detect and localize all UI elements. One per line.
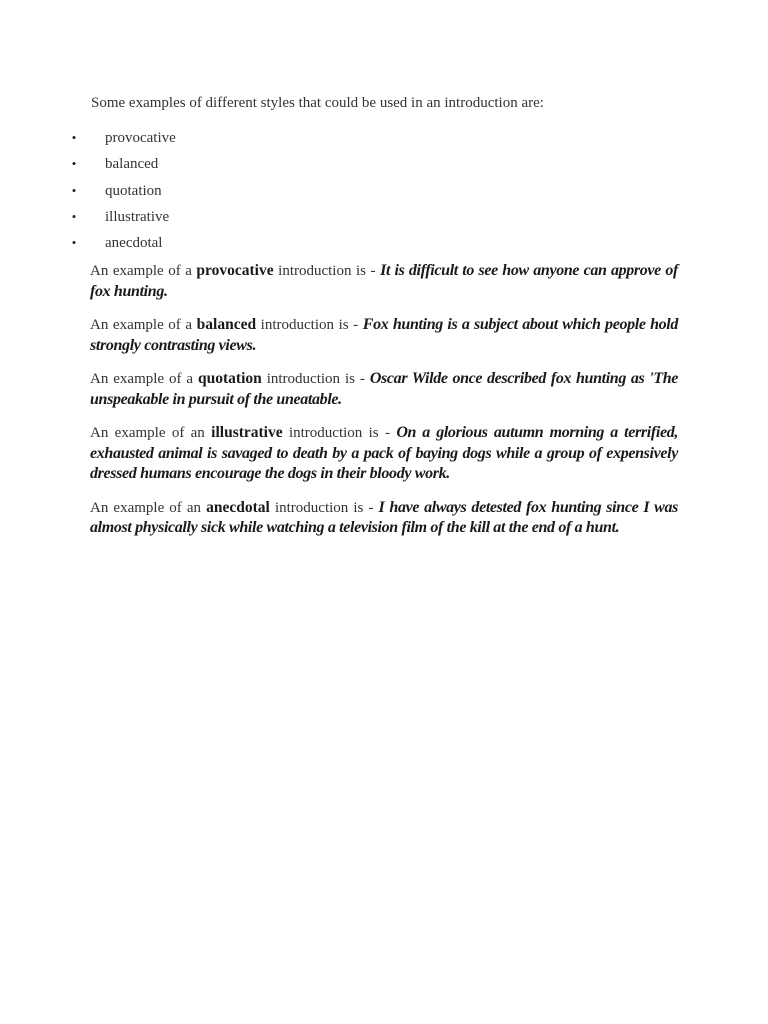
list-item: [68, 154, 176, 180]
example-keyword: anecdotal: [206, 498, 270, 516]
intro-text: Some examples of different styles that could be used in an introduction are:: [91, 95, 544, 111]
example-quote: On a glorious autumn morning a terrified, exhausted animal is savaged to death by a pack of baying dogs while a group of expensively dressed humans encourage the dogs in their bloody work.: [90, 424, 679, 482]
bullet-icon: •: [71, 156, 77, 172]
example-paragraph-provocative: [90, 261, 678, 302]
example-keyword: quotation: [198, 370, 262, 387]
example-quote: It is difficult to see how anyone can approve of fox hunting.: [90, 262, 678, 300]
example-keyword: provocative: [196, 262, 274, 279]
examples-section: [90, 261, 678, 552]
styles-list: [68, 128, 176, 259]
bullet-icon: •: [71, 235, 77, 251]
list-item-label: quotation: [105, 182, 162, 199]
example-suffix: introduction is -: [266, 371, 365, 387]
example-paragraph-anecdotal: [90, 498, 678, 539]
list-item-label: provocative: [105, 130, 176, 146]
example-prefix: An example of an: [90, 499, 202, 516]
list-item-label: balanced: [105, 156, 159, 173]
example-keyword: illustrative: [211, 424, 283, 441]
list-item: [68, 233, 176, 259]
example-suffix: introduction is -: [274, 499, 374, 516]
bullet-icon: •: [71, 182, 77, 198]
example-suffix: introduction is -: [278, 263, 376, 279]
example-keyword: balanced: [196, 316, 257, 333]
example-quote: I have always detested fox hunting since I was almost physically sick while watching a television film of the kill at the end of a hunt.: [90, 498, 679, 536]
example-prefix: An example of a: [90, 263, 192, 279]
example-suffix: introduction is -: [288, 425, 390, 441]
list-item: [68, 128, 176, 154]
example-prefix: An example of a: [90, 317, 193, 333]
example-paragraph-quotation: [90, 369, 678, 410]
example-quote: Fox hunting is a subject about which people hold strongly contrasting views.: [90, 316, 679, 354]
example-paragraph-balanced: [90, 315, 678, 356]
list-item-label: illustrative: [105, 208, 170, 225]
example-paragraph-illustrative: [90, 423, 678, 485]
list-item-label: anecdotal: [105, 235, 163, 252]
example-suffix: introduction is -: [260, 317, 359, 333]
list-item: [68, 207, 176, 233]
list-item: [68, 181, 176, 207]
example-prefix: An example of an: [90, 425, 205, 441]
example-prefix: An example of a: [90, 371, 194, 387]
example-quote: Oscar Wilde once described fox hunting as 'The unspeakable in pursuit of the uneatable.: [90, 370, 679, 408]
bullet-icon: •: [71, 130, 77, 145]
bullet-icon: •: [71, 208, 77, 224]
